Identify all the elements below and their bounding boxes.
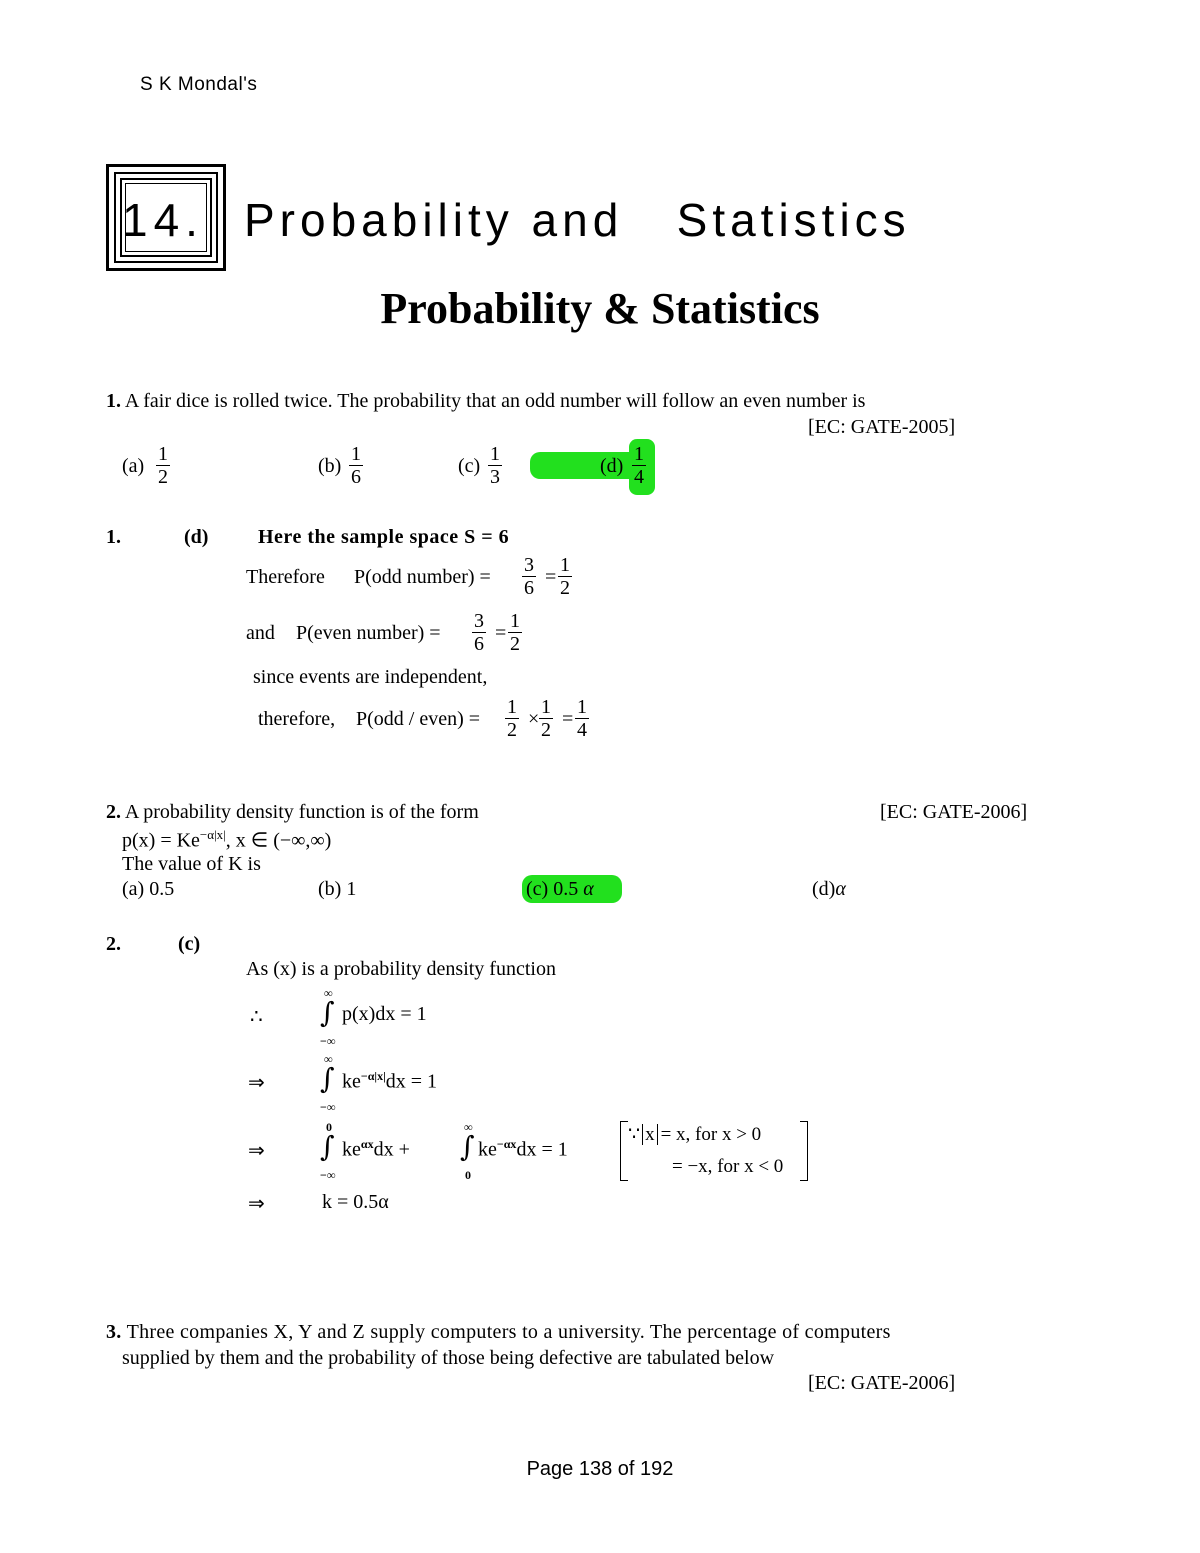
question-2 <box>106 801 479 824</box>
upper-limit: ∞ <box>464 1120 473 1134</box>
question-number: 3. <box>106 1321 122 1343</box>
page-header-author: S K Mondal's <box>140 74 258 95</box>
implies-symbol: ⇒ <box>248 1193 265 1215</box>
option-fraction: $\frac{1}{6}$ <box>351 443 361 488</box>
lower-limit: −∞ <box>320 1034 336 1048</box>
result-expression: k = 0.5α <box>322 1191 389 1213</box>
therefore-symbol: ∴ <box>250 1006 263 1028</box>
times-sign: × <box>528 708 540 730</box>
bracket-note-line-1: ∵ x = x, for x > 0 <box>628 1124 762 1145</box>
question-number: 2. <box>106 801 121 823</box>
fraction: $\frac{3}{6}$ <box>524 554 534 599</box>
option-label: (d) <box>600 455 624 477</box>
fraction: $\frac{3}{6}$ <box>474 610 484 655</box>
section-title: Probability & Statistics <box>380 284 820 333</box>
option-fraction: $\frac{1}{4}$ <box>634 443 644 488</box>
question-source: [EC: GATE-2006] <box>880 801 1028 823</box>
option-label: (d)α <box>812 878 846 900</box>
option-label: (a) 0.5 <box>122 878 175 900</box>
fraction: $\frac{1}{2}$ <box>541 696 551 741</box>
bracket-left <box>620 1121 628 1181</box>
equals-sign: = <box>562 708 574 730</box>
question-text-continued: supplied by them and the probability of those being defective are tabulated below <box>122 1347 775 1369</box>
question-text: Three companies X, Y and Z supply computers to a university. The percentage of computers <box>126 1321 891 1343</box>
question-prompt: The value of K is <box>122 853 261 875</box>
answer-choice: (c) <box>178 933 201 955</box>
answer-expression: P(even number) = <box>296 622 441 644</box>
upper-limit: 0 <box>326 1120 332 1134</box>
question-3 <box>106 1321 891 1344</box>
fraction: $\frac{1}{2}$ <box>507 696 517 741</box>
integral-sign: ∫ <box>320 996 335 1029</box>
answer-text: since events are independent, <box>253 666 488 688</box>
question-text: A probability density function is of the form <box>124 801 479 823</box>
answer-choice: (d) <box>184 526 209 548</box>
answer-number: 1. <box>106 526 121 548</box>
option-label: (b) <box>318 455 342 477</box>
integral-sign: ∫ <box>320 1130 335 1163</box>
answer-text: therefore, <box>258 708 336 730</box>
answer-lead: As (x) is a probability density function <box>246 958 556 980</box>
option-fraction: $\frac{1}{3}$ <box>490 443 500 488</box>
implies-symbol: ⇒ <box>248 1072 265 1094</box>
option-label: (b) 1 <box>318 878 357 900</box>
integral-sign: ∫ <box>460 1130 475 1163</box>
integral-body: $ke^{-\alpha|x|}dx = 1$ <box>342 1069 437 1093</box>
fraction: $\frac{1}{2}$ <box>510 610 520 655</box>
question-1 <box>106 390 865 413</box>
upper-limit: ∞ <box>324 1052 333 1066</box>
upper-limit: ∞ <box>324 986 333 1000</box>
question-number: 1. <box>106 390 121 412</box>
option-label: (c) 0.5 α <box>526 878 594 900</box>
lower-limit: 0 <box>465 1168 471 1182</box>
integral-body: p(x)dx = 1 <box>342 1003 427 1025</box>
question-text: A fair dice is rolled twice. The probability that an odd number will follow an even number is <box>124 390 866 412</box>
answer-text: and <box>246 622 275 644</box>
fraction: $\frac{1}{4}$ <box>577 696 587 741</box>
chapter-number: 14. <box>122 194 204 246</box>
integral-body: $ke^{-\alpha x}dx = 1$ <box>478 1137 568 1161</box>
equals-sign: = <box>545 566 557 588</box>
integral-body: $ke^{\alpha x}dx$ + <box>342 1137 410 1161</box>
answer-expression: P(odd / even) = <box>356 708 481 730</box>
answer-text: Therefore <box>246 566 325 588</box>
option-label: (c) <box>458 455 481 477</box>
lower-limit: −∞ <box>320 1100 336 1114</box>
answer-lead: Here the sample space S = 6 <box>258 526 510 548</box>
bracket-note-line-2: = −x, for x < 0 <box>672 1156 784 1177</box>
pdf-expression: $p(x) = Ke^{-\alpha|x|}$, x ∈ (−∞,∞) <box>122 827 332 852</box>
implies-symbol: ⇒ <box>248 1140 265 1162</box>
integral-sign: ∫ <box>320 1062 335 1095</box>
lower-limit: −∞ <box>320 1168 336 1182</box>
fraction: $\frac{1}{2}$ <box>560 554 570 599</box>
equals-sign: = <box>495 622 507 644</box>
chapter-title: Probability and Statistics <box>244 194 911 246</box>
answer-number: 2. <box>106 933 121 955</box>
answer-expression: P(odd number) = <box>354 566 491 588</box>
option-fraction: $\frac{1}{2}$ <box>158 443 168 488</box>
bracket-right <box>800 1121 808 1181</box>
question-source: [EC: GATE-2005] <box>808 416 956 438</box>
option-label: (a) <box>122 455 145 477</box>
question-source: [EC: GATE-2006] <box>808 1372 956 1394</box>
page-footer: Page 138 of 192 <box>526 1458 674 1480</box>
answer-highlight <box>530 452 640 479</box>
